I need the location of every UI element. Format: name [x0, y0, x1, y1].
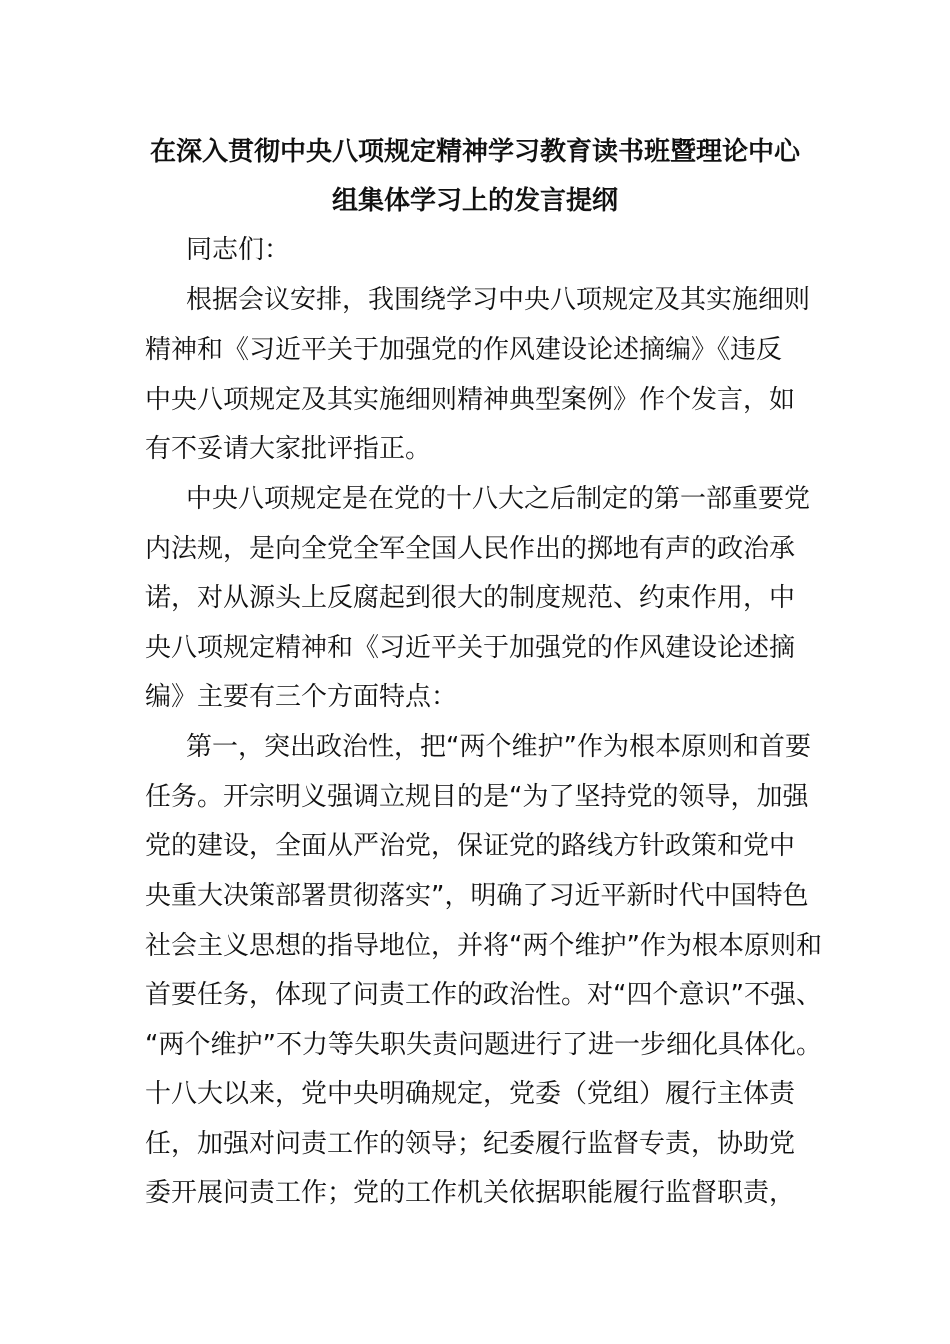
salutation: 同志们：: [186, 235, 291, 265]
paragraph-line: 编》主要有三个方面特点：: [145, 682, 458, 712]
paragraph-line: 任务。开宗明义强调立规目的是“为了坚持党的领导，加强: [145, 782, 809, 812]
paragraph-line: 央重大决策部署贯彻落实”，明确了习近平新时代中国特色: [145, 881, 809, 911]
paragraph-line: 诺，对从源头上反腐起到很大的制度规范、约束作用，中: [145, 583, 796, 613]
paragraph-line: 中央八项规定是在党的十八大之后制定的第一部重要党: [186, 484, 811, 514]
paragraph-line: 精神和《习近平关于加强党的作风建设论述摘编》《违反: [145, 335, 783, 365]
paragraph-line: 十八大以来，党中央明确规定，党委（党组）履行主体责: [145, 1079, 796, 1109]
paragraph-line: 根据会议安排，我围绕学习中央八项规定及其实施细则: [186, 285, 811, 315]
paragraph-line: 党的建设，全面从严治党，保证党的路线方针政策和党中: [145, 831, 796, 861]
document-title-line-1: 在深入贯彻中央八项规定精神学习教育读书班暨理论中心: [149, 137, 800, 167]
paragraph-line: 央八项规定精神和《习近平关于加强党的作风建设论述摘: [145, 633, 796, 663]
paragraph-line: 中央八项规定及其实施细则精神典型案例》作个发言，如: [145, 385, 796, 415]
paragraph-line: 社会主义思想的指导地位，并将“两个维护”作为根本原则和: [145, 931, 822, 961]
paragraph-line: 第一，突出政治性，把“两个维护”作为根本原则和首要: [186, 732, 811, 762]
paragraph-line: 内法规，是向全党全军全国人民作出的掷地有声的政治承: [145, 534, 796, 564]
paragraph-line: “两个维护”不力等失职失责问题进行了进一步细化具体化。: [145, 1030, 822, 1060]
document-title-line-2: 组集体学习上的发言提纲: [331, 186, 618, 216]
paragraph-line: 委开展问责工作；党的工作机关依据职能履行监督职责，: [145, 1178, 796, 1208]
paragraph-line: 首要任务，体现了问责工作的政治性。对“四个意识”不强、: [145, 980, 822, 1010]
paragraph-line: 任，加强对问责工作的领导；纪委履行监督专责，协助党: [145, 1129, 796, 1159]
paragraph-line: 有不妥请大家批评指正。: [145, 434, 432, 464]
